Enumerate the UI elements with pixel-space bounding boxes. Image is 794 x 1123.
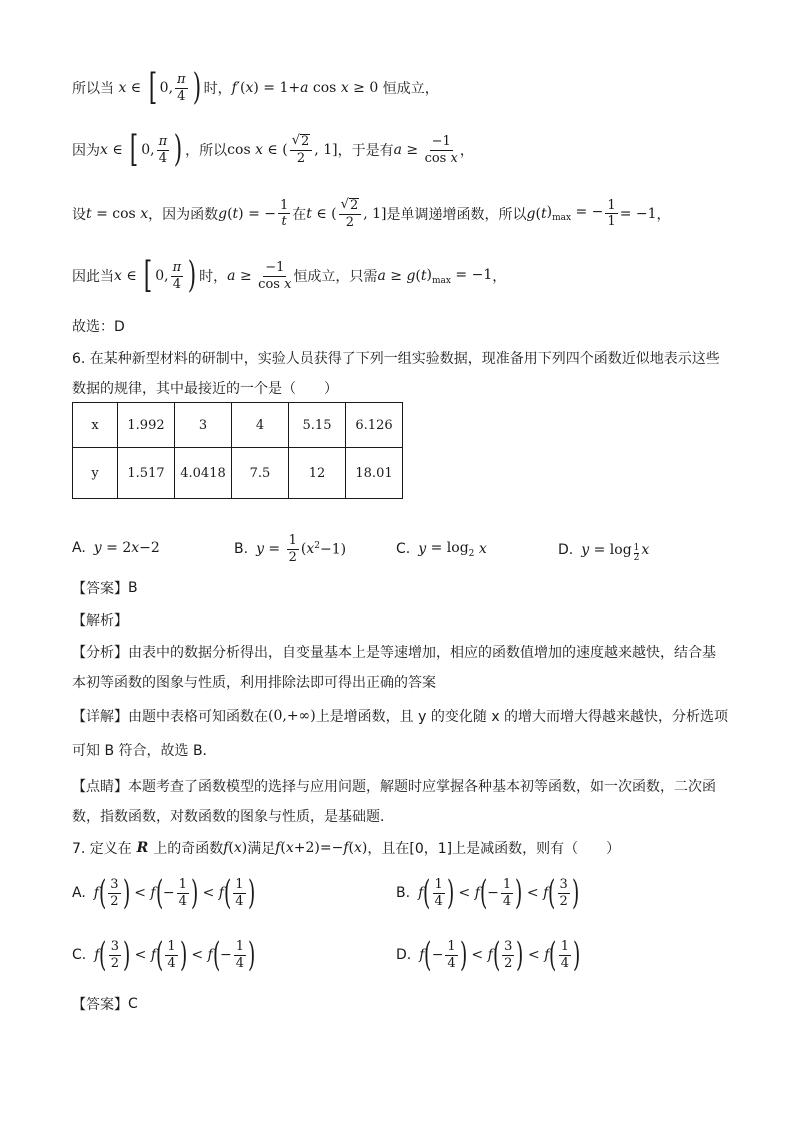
table-row — [73, 448, 403, 499]
answer-6: 【答案】 B — [72, 580, 138, 597]
solution-line-2: 因为 x ∈ [ 0, $\frac{\pi}{4}$ ) ，所以 cos x ∈ ( √ 2 2 , 1] ，于是有 a ≥ $\frac{-1}{\text{cos x}}$ ， — [72, 129, 474, 170]
analysis-heading: 【解析】 — [72, 613, 128, 629]
table-cell: y — [73, 448, 118, 499]
table-cell: 5.15 — [289, 403, 346, 448]
table-cell: 1.992 — [118, 403, 175, 448]
table-row — [73, 403, 403, 448]
comment-paragraph-line-2: 数，指数函数，对数函数的图象与性质，是基础题． — [72, 809, 394, 825]
option-7-d[interactable]: D. f ( − $\frac{1}{4}$ ) < f ( $\frac{3}{2}$ ) < f ( $\frac{1}{4}$ ) — [396, 935, 581, 975]
comment-paragraph-line-1: 【点睛】 本题考查了函数模型的选择与应用问题，解题时应掌握各种基本初等函数，如一次函数，二次函 — [72, 779, 716, 795]
table-cell: x — [73, 403, 118, 448]
option-7-b[interactable]: B. f ( $\frac{1}{4}$ ) < f ( − $\frac{1}{4}$ ) < f ( $\frac{3}{2}$ ) — [396, 873, 580, 913]
data-table — [72, 402, 403, 499]
table-cell: 1.517 — [118, 448, 175, 499]
table-cell: 12 — [289, 448, 346, 499]
table-cell: 4.0418 — [175, 448, 232, 499]
question-7: 7. 定义在 R 上的奇函数 f ( x ) 满足 f ( x +2)=− f ( x ) ，且在[0，1]上是减函数，则有（ ） — [72, 840, 621, 857]
option-6-a[interactable]: A. y = 2 x −2 — [72, 540, 160, 556]
detail-paragraph-line-1: 【详解】 由题中表格可知函数在 (0,+∞) 上是增函数，且 y 的变化随 x 的增大而增大得越来越快，分析选项 — [72, 708, 729, 725]
table-cell: 7.5 — [232, 448, 289, 499]
option-6-d[interactable]: D. y = log 1 2 x — [558, 541, 650, 563]
answer-7: 【答案】 C — [72, 996, 138, 1013]
solution-line-4: 因此当 x ∈ [ 0, $\frac{\pi}{4}$ ) 时， a ≥ $\frac{-1}{\text{cos x}}$ 恒成立，只需 a ≥ g ( t )$_{max} = -1$ ， — [72, 255, 507, 296]
table-cell: 6.126 — [346, 403, 403, 448]
option-7-a[interactable]: A. f ( $\frac{3}{2}$ ) < f ( − $\frac{1}{4}$ ) < f ( $\frac{1}{4}$ ) — [72, 873, 255, 913]
solution-line-1: 所以当 x ∈ [ 0, $\frac{\pi}{4}$ ) 时， f ′( x ) = 1+ a cos x ≥ 0 恒成立， — [72, 67, 439, 108]
question-6-line-1: 6. 在某种新型材料的研制中，实验人员获得了下列一组实验数据，现准备用下列四个函数近似地表示这些 — [72, 351, 720, 367]
analysis-paragraph-line-1: 【分析】 由表中的数据分析得出，自变量基本上是等速增加，相应的函数值增加的速度越来越快，结合基 — [72, 645, 716, 661]
option-7-c[interactable]: C. f ( $\frac{3}{2}$ ) < f ( $\frac{1}{4}$ ) < f ( − $\frac{1}{4}$ ) — [72, 935, 256, 975]
table-cell: 3 — [175, 403, 232, 448]
detail-paragraph-line-2: 可知 B 符合，故选 B． — [72, 743, 217, 759]
question-6-line-2: 数据的规律，其中最接近的一个是（ ） — [72, 381, 338, 397]
table-cell: 18.01 — [346, 448, 403, 499]
analysis-paragraph-line-2: 本初等函数的图象与性质，利用排除法即可得出正确的答案 — [72, 675, 436, 691]
solution-line-3: 设 t = cos x ，因为函数 g ( t ) = − $\frac{1}{t}$ 在 t ∈ ( √ 2 2 , 1] 是单调递增函数，所以 g ( t )$_{max}$ = − $\frac{1}{1}$ = −1 ， — [72, 197, 671, 230]
option-6-b[interactable]: B. y = $\frac{1}{2}$ ( x $^2$−1) — [234, 533, 347, 565]
table-cell: 4 — [232, 403, 289, 448]
answer-choice-line: 故选：D — [72, 319, 125, 335]
option-6-c[interactable]: C. y = $\log_2$ x — [396, 540, 487, 559]
